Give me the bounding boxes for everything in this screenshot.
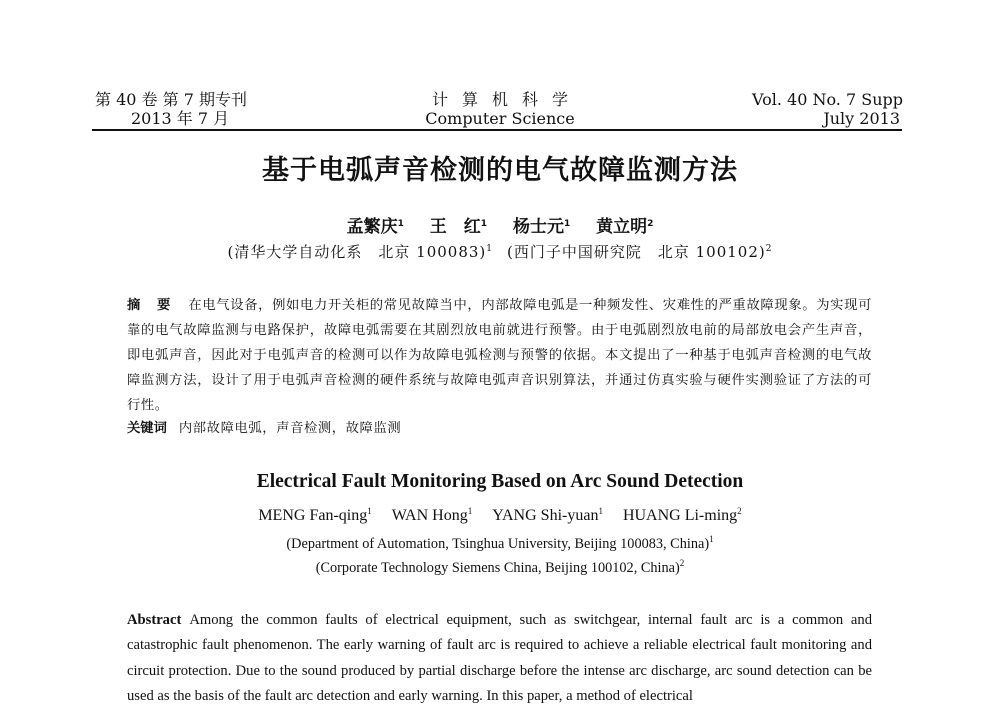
header-rule <box>92 129 902 131</box>
issue-date-en: July 2013 <box>823 109 900 128</box>
author-en: YANG Shi-yuan$^1$ <box>492 506 603 524</box>
abstract-en <box>127 608 872 709</box>
issue-date-cn: 2013 年 7 月 <box>131 109 230 128</box>
affiliation-en: (Department of Automation, Tsinghua University, Beijing 100083, China)$^1$ <box>286 534 714 552</box>
keywords-cn <box>127 418 872 440</box>
author-cn: 孟繁庆$^1$ <box>346 217 404 237</box>
author-list-cn <box>0 212 1000 237</box>
affiliations-cn <box>0 241 1000 262</box>
author-en: WAN Hong$^1$ <box>391 506 473 524</box>
abstract-cn-label: 摘 要 <box>127 298 177 313</box>
journal-name-cn: 计算机科学 <box>431 90 582 109</box>
abstract-en-text: Among the common faults of electrical equipment, such as switchgear, internal fault arc is a common and catastrophic fault phenomenon. The early warning of fault arc is required to achieve a reliable electrical fault monitoring and circuit protection. Due to the sound produced by partial discharge before the intense arc discharge, arc sound detection can be used as the basis of the fault arc detection and early warning. In this paper, a method of electrical <box>127 612 872 704</box>
keywords-cn-label: 关键词 <box>127 421 167 436</box>
abstract-en-label: Abstract <box>127 612 182 628</box>
journal-volume-info-en <box>752 90 903 128</box>
paper-title-cn: 基于电弧声音检测的电气故障监测方法 <box>262 155 738 186</box>
abstract-cn-text: 在电气设备，例如电力开关柜的常见故障当中，内部故障电弧是一种频发性、灾难性的严重故障现象。为实现可靠的电气故障监测与电路保护，故障电弧需要在其剧烈放电前就进行预警。由于电弧剧烈放电前的局部放电会产生声音，即电弧声音，因此对于电弧声音的检测可以作为故障电弧检测与预警的依据。本文提出了一种基于电弧声音检测的电气故障监测方法，设计了用于电弧声音检测的硬件系统与故障电弧声音识别算法，并通过仿真实验与硬件实测验证了方法的可行性。 <box>127 298 872 413</box>
paper-title-en: Electrical Fault Monitoring Based on Arc Sound Detection <box>256 471 744 492</box>
author-cn: 王 红$^1$ <box>429 217 488 237</box>
volume-issue-en: Vol. 40 No. 7 Supp <box>752 90 903 109</box>
abstract-cn <box>127 293 872 418</box>
keywords-cn-text: 内部故障电弧，声音检测，故障监测 <box>178 421 402 436</box>
author-en: HUANG Li-ming$^2$ <box>622 506 742 524</box>
affiliation-cn: (西门子中国研究院 北京 100102)$^2$ <box>507 243 773 261</box>
journal-name-en: Computer Science <box>425 109 575 128</box>
author-cn: 杨士元$^1$ <box>512 217 571 237</box>
affiliation-cn: (清华大学自动化系 北京 100083)$^1$ <box>227 243 493 261</box>
author-cn: 黄立明$^2$ <box>596 217 654 237</box>
volume-issue: 第 40 卷 第 7 期专刊 <box>95 90 247 109</box>
author-en: MENG Fan-qing$^1$ <box>258 506 372 524</box>
author-list-en <box>0 507 1000 525</box>
affiliation-en: (Corporate Technology Siemens China, Beijing 100102, China)$^2$ <box>315 558 685 576</box>
